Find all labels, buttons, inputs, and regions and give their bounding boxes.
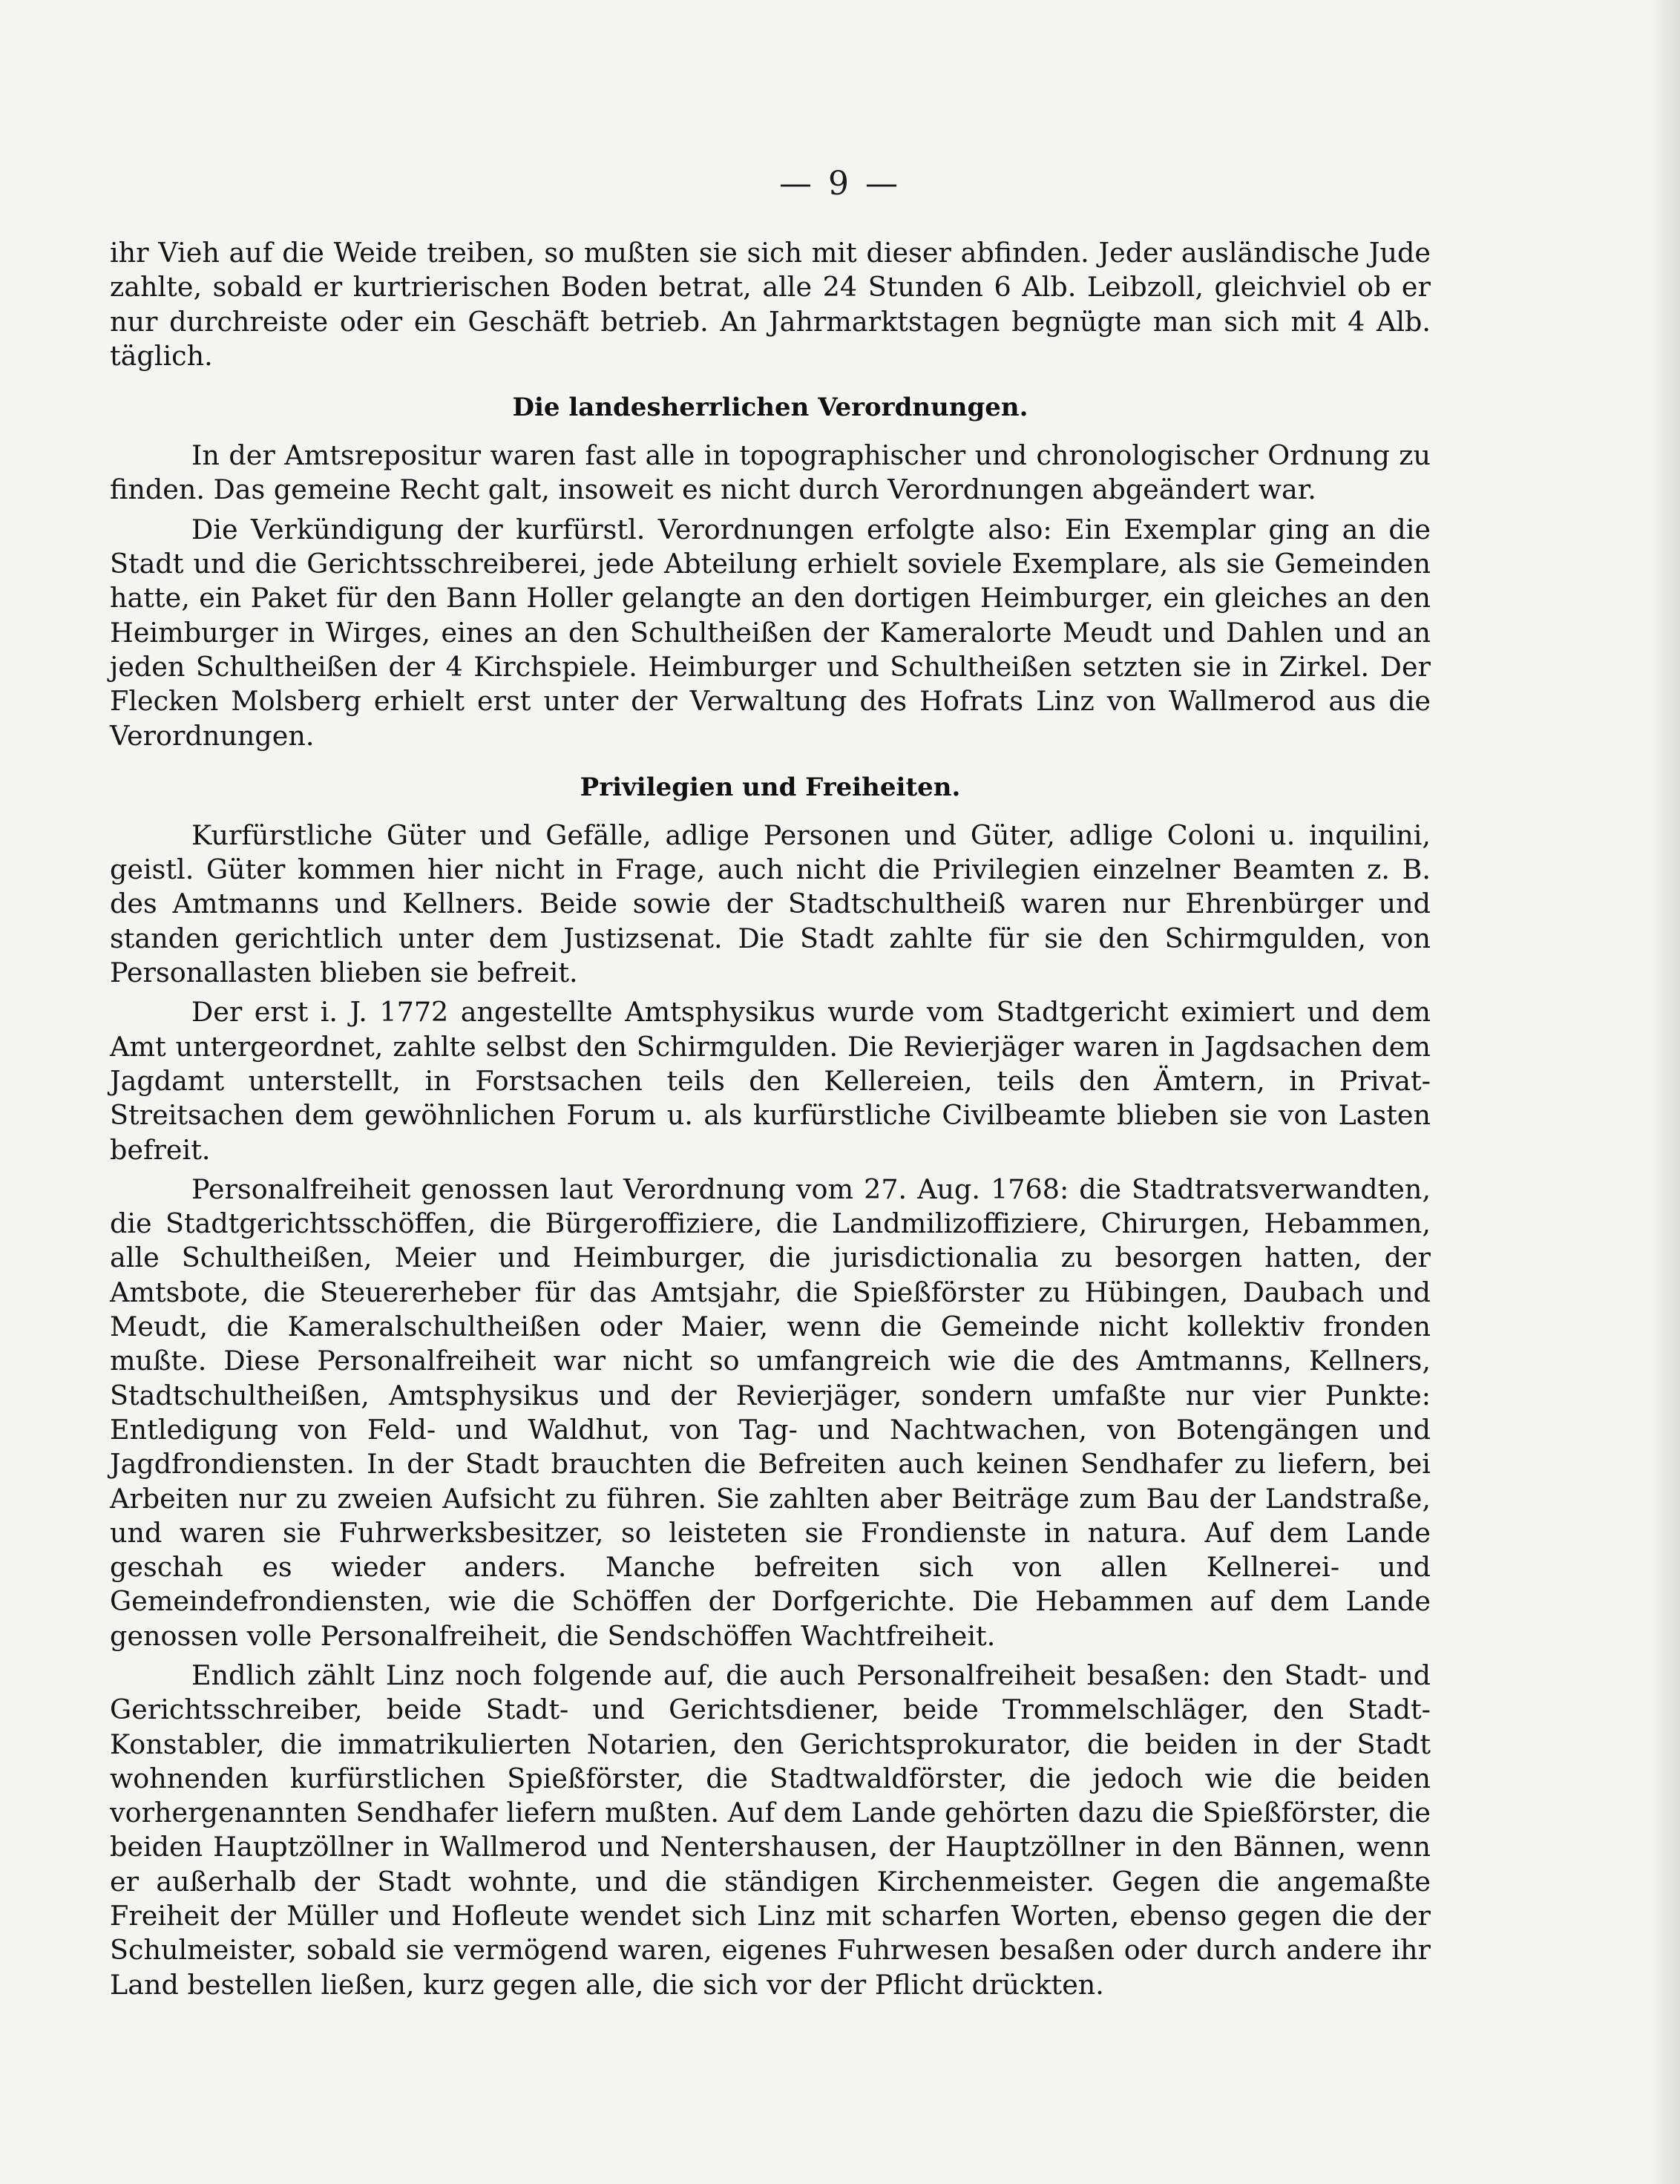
section-heading-verordnungen: Die landesherrlichen Verordnungen. bbox=[512, 393, 1028, 423]
paragraph-kurfuerstliche-gueter: Kurfürstliche Güter und Gefälle, adlige Personen und Güter, adlige Coloni u. inquilini, geistl. Güter kommen hier nicht in Frage, auch nicht die Privilegien einzelner Beamten z. B. des Amtmanns und Kellners. Beide sowie der Stadtschultheiß waren nur Ehrenbürger und standen gerichtlich unter dem Justizsenat. Die Stadt zahlte für sie den Schirmgulden, von Personallasten blieben sie befreit. bbox=[110, 819, 1431, 989]
scan-shadow-edge bbox=[1650, 0, 1680, 2184]
paragraph-amtsrepositur: In der Amtsrepositur waren fast alle in topographischer und chronologischer Ordnung zu finden. Das gemeine Recht galt, insoweit es nicht durch Verordnungen abgeändert war. bbox=[110, 439, 1431, 506]
paragraph-continuation: ihr Vieh auf die Weide treiben, so mußten sie sich mit dieser abfinden. Jeder ausländische Jude zahlte, sobald er kurtrierischen Boden betrat, alle 24 Stunden 6 Alb. Leibzoll, gleichviel ob er nur durchreiste oder ein Geschäft betrieb. An Jahrmarktstagen begnügte man sich mit 4 Alb. täglich. bbox=[110, 237, 1431, 372]
paragraph-personalfreiheit: Personalfreiheit genossen laut Verordnung vom 27. Aug. 1768: die Stadtratsverwandten, die Stadtgerichtsschöffen, die Bürgeroffiziere, die Landmilizoffiziere, Chirurgen, Hebammen, alle Schultheißen, Meier und Heimburger, die jurisdictionalia zu besorgen hatten, der Amtsbote, die Steuererheber für das Amtsjahr, die Spießförster zu Hübingen, Daubach und Meudt, die Kameralschultheißen oder Maier, wenn die Gemeinde nicht kollektiv fronden mußte. Diese Personalfreiheit war nicht so umfangreich wie die des Amtmanns, Kellners, Stadtschultheißen, Amtsphysikus und der Revierjäger, sondern umfaßte nur vier Punkte: Entledigung von Feld- und Waldhut, von Tag- und Nachtwachen, von Botengängen und Jagdfrondiensten. In der Stadt brauchten die Befreiten auch keinen Sendhafer zu liefern, bei Arbeiten nur zu zweien Aufsicht zu führen. Sie zahlten aber Beiträge zum Bau der Landstraße, und waren sie Fuhrwerksbesitzer, so leisteten sie Frondienste in natura. Auf dem Lande geschah es wieder anders. Manche befreiten sich von allen Kellnerei- und Gemeindefrondiensten, wie die Schöffen der Dorfgerichte. Die Hebammen auf dem Lande genossen volle Personalfreiheit, die Sendschöffen Wachtfreiheit. bbox=[110, 1173, 1431, 1652]
paragraph-linz-aufzaehlung: Endlich zählt Linz noch folgende auf, die auch Personalfreiheit besaßen: den Stadt- und Gerichtsschreiber, beide Stadt- und Gerichtsdiener, beide Trommelschläger, den Stadt-Konstabler, die immatrikulierten Notarien, den Gerichtsprokurator, die beiden in der Stadt wohnenden kurfürstlichen Spießförster, die Stadtwaldförster, die jedoch wie die beiden vorhergenannten Sendhafer liefern mußten. Auf dem Lande gehörten dazu die Spießförster, die beiden Hauptzöllner in Wallmerod und Nentershausen, der Hauptzöllner in den Bännen, wenn er außerhalb der Stadt wohnte, und die ständigen Kirchenmeister. Gegen die angemaßte Freiheit der Müller und Hofleute wendet sich Linz mit scharfen Worten, ebenso gegen die der Schulmeister, sobald sie vermögend waren, eigenes Fuhrwesen besaßen oder durch andere ihr Land bestellen ließen, kurz gegen alle, die sich vor der Pflicht drückten. bbox=[110, 1659, 1431, 2001]
section-heading-privilegien: Privilegien und Freiheiten. bbox=[580, 772, 961, 802]
paragraph-amtsphysikus: Der erst i. J. 1772 angestellte Amtsphysikus wurde vom Stadtgericht eximiert und dem Amt untergeordnet, zahlte selbst den Schirmgulden. Die Revierjäger waren in Jagdsachen dem Jagdamt unterstellt, in Forstsachen teils den Kellereien, teils den Ämtern, in Privat-Streitsachen dem gewöhnlichen Forum u. als kurfürstliche Civilbeamte blieben sie von Lasten befreit. bbox=[110, 996, 1431, 1166]
paragraph-verkuendigung: Die Verkündigung der kurfürstl. Verordnungen erfolgte also: Ein Exemplar ging an die Stadt und die Gerichtsschreiberei, jede Abteilung erhielt soviele Exemplare, als sie Gemeinden hatte, ein Paket für den Bann Holler gelangte an den dortigen Heimburger, ein gleiches an den Heimburger in Wirges, eines an den Schultheißen der Kameralorte Meudt und Dahlen und an jeden Schultheißen der 4 Kirchspiele. Heimburger und Schultheißen setzten sie in Zirkel. Der Flecken Molsberg erhielt erst unter der Verwaltung des Hofrats Linz von Wallmerod aus die Verordnungen. bbox=[110, 513, 1431, 752]
page-number: — 9 — bbox=[779, 165, 901, 203]
body-text bbox=[110, 236, 1431, 2002]
